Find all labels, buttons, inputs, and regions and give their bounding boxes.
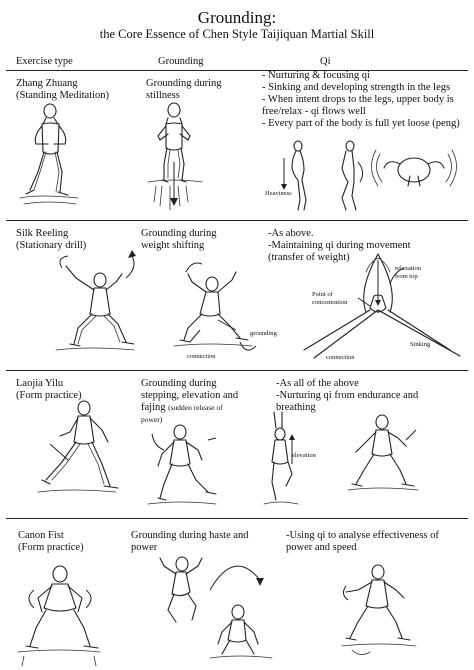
figure-laojia-qi xyxy=(348,410,423,505)
exercise-name: Silk Reeling xyxy=(16,228,69,239)
annotation-heaviness: Heaviness xyxy=(265,190,292,197)
grounding-line: Grounding during xyxy=(146,78,222,89)
annotation-point-of: Point of xyxy=(312,291,333,298)
annotation-from-top: from top xyxy=(395,273,418,280)
row-1-exercise xyxy=(16,78,109,102)
row-divider xyxy=(6,370,468,371)
annotation-sinking: Sinking xyxy=(410,341,431,348)
qi-line: - Every part of the body is full yet loose (peng) xyxy=(262,118,460,129)
row-1-grounding xyxy=(146,78,222,102)
row-2-grounding xyxy=(141,228,217,252)
figure-laojia-fajing xyxy=(150,420,220,515)
row-4-exercise xyxy=(18,530,84,554)
qi-line: breathing xyxy=(276,402,316,413)
figure-qi-triangle xyxy=(300,250,470,365)
row-3-grounding xyxy=(141,378,266,426)
exercise-type: (Stationary drill) xyxy=(16,240,87,251)
page-title: Grounding: xyxy=(197,8,277,27)
figure-grounding-stillness xyxy=(148,102,208,214)
figure-silk-reeling xyxy=(60,258,145,366)
qi-line: (transfer of weight) xyxy=(268,252,350,263)
row-3-qi xyxy=(276,378,470,414)
row-2-exercise xyxy=(16,228,86,252)
grounding-line: Grounding during xyxy=(141,378,217,389)
grounding-note: power) xyxy=(141,415,163,424)
grounding-note: (sudden release of xyxy=(168,403,223,412)
grounding-line: Grounding during xyxy=(141,228,217,239)
annotation-grounding: grounding xyxy=(250,330,277,337)
qi-line: - Nurturing & focusing qi xyxy=(262,70,370,81)
row-4-qi xyxy=(286,530,472,554)
figure-canon-fist-leap xyxy=(150,550,280,665)
header-grounding: Grounding xyxy=(158,56,204,67)
annotation-elevation: elevation xyxy=(292,452,316,459)
header-exercise-type: Exercise type xyxy=(16,56,73,67)
exercise-type: (Form practice) xyxy=(16,390,82,401)
figure-canon-fist-qi xyxy=(340,560,420,665)
grounding-line: fajing xyxy=(141,402,166,413)
grounding-line: weight shifting xyxy=(141,240,205,251)
qi-line: power and speed xyxy=(286,542,357,553)
header-qi: Qi xyxy=(320,56,331,67)
qi-line: -As all of the above xyxy=(276,378,359,389)
qi-line: free/relax - qi flows well xyxy=(262,106,366,117)
annotation-relaxation: relaxation xyxy=(395,265,421,272)
qi-line: - When intent drops to the legs, upper body is xyxy=(262,94,454,105)
exercise-name: Zhang Zhuang xyxy=(16,78,78,89)
exercise-name: Canon Fist xyxy=(18,530,64,541)
exercise-type: (Standing Meditation) xyxy=(16,90,110,101)
figure-qi-heaviness xyxy=(262,138,472,218)
figure-canon-fist-stance xyxy=(14,558,104,668)
row-divider xyxy=(6,220,468,221)
qi-line: -Nurturing qi from endurance and xyxy=(276,390,419,401)
row-1-qi xyxy=(262,70,470,130)
qi-line: -Maintaining qi during movement xyxy=(268,240,411,251)
figure-weight-shifting xyxy=(178,260,268,360)
page-subtitle: the Core Essence of Chen Style Taijiquan Martial Skill xyxy=(99,27,375,41)
qi-line: -Using qi to analyse effectiveness of xyxy=(286,530,439,541)
exercise-name: Laojia Yilu xyxy=(16,378,64,389)
grounding-line: Grounding during haste and xyxy=(131,530,249,541)
exercise-type: (Form practice) xyxy=(18,542,84,553)
figure-standing-meditation xyxy=(18,100,88,215)
figure-laojia-stance xyxy=(40,398,120,513)
figure-laojia-elevation xyxy=(262,408,302,516)
qi-line: -As above. xyxy=(268,228,314,239)
grounding-line: stepping, elevation and xyxy=(141,390,239,401)
grounding-line: power xyxy=(131,542,158,553)
row-divider xyxy=(6,518,468,519)
annotation-concentration: concentration xyxy=(312,299,348,306)
annotation-connection-2: connection xyxy=(326,354,355,361)
annotation-connection: connection xyxy=(187,353,216,360)
qi-line: - Sinking and developing strength in the legs xyxy=(262,82,451,93)
grounding-line: stillness xyxy=(146,90,180,101)
